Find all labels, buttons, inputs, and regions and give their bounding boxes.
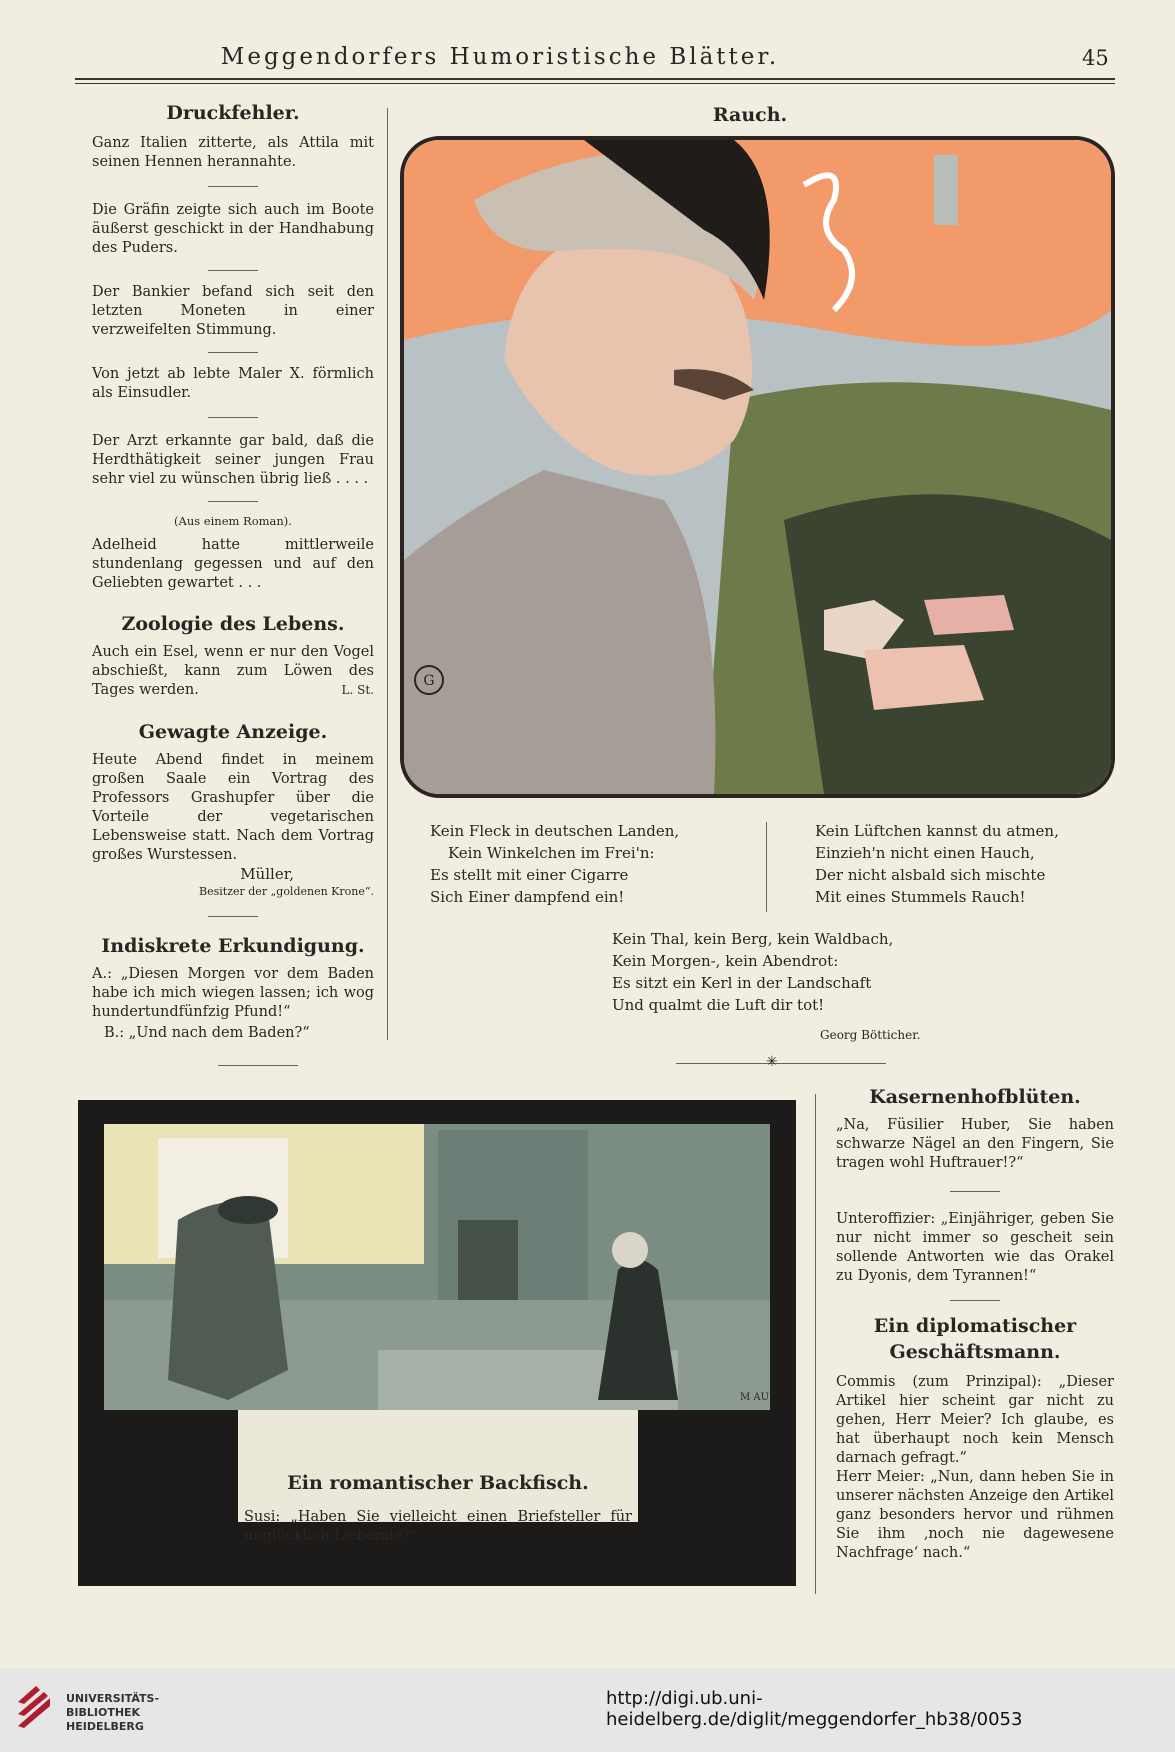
druckfehler-p1: Ganz Italien zitterte, als Attila mit seinen Hennen herannahte. xyxy=(92,135,374,170)
left-column xyxy=(92,100,374,1043)
separator xyxy=(208,916,258,917)
artist-signature: M AU xyxy=(740,1392,770,1403)
druckfehler-p5: Der Arzt erkannte gar bald, daß die Herdthätigkeit seiner jungen Frau sehr viel zu wünschen übrig ließ . . . . xyxy=(92,433,374,487)
anzeige-name: Müller, xyxy=(240,865,294,883)
poem-line: Und qualmt die Luft dir tot! xyxy=(612,996,825,1014)
zoologie-title: Zoologie des Lebens. xyxy=(121,613,345,635)
roman-source: (Aus einem Roman). xyxy=(174,514,292,528)
druckfehler-title: Druckfehler. xyxy=(166,102,300,124)
kasernen-p1: „Na, Füsilier Huber, Sie haben schwarze Nägel an den Fingern, Sie tragen wohl Huftrauer!?“ xyxy=(836,1117,1114,1171)
source-url-link[interactable]: http://digi.ub.uni-heidelberg.de/diglit/meggendorfer_hb38/0053 xyxy=(606,1688,1023,1730)
diplomat-p1: Commis (zum Prinzipal): „Dieser Artikel hier scheint gar nicht zu gehen, Herr Meier? Ich glaube, es hat überhaupt noch kein Mensch darnach gefragt.“ xyxy=(836,1374,1114,1466)
poem-line: Kein Lüftchen kannst du atmen, xyxy=(815,822,1059,840)
rauch-stanza-2 xyxy=(815,820,1115,908)
poem-line: Sich Einer dampfend ein! xyxy=(430,888,625,906)
backfisch-text: Susi: „Haben Sie vielleicht einen Briefsteller für unglücklich Liebende?“ xyxy=(244,1509,632,1544)
anzeige-text: Heute Abend findet in meinem großen Saale ein Vortrag des Professors Grashupfer über die Vorteile der vegetarischen Lebensweise statt. Nach dem Vortrag großes Wurstessen. xyxy=(92,752,374,863)
smoking-man-landscape xyxy=(404,140,1111,794)
zoologie-text: Auch ein Esel, wenn er nur den Vogel abschießt, kann zum Löwen des Tages werden. xyxy=(92,644,374,698)
diplomat-title-2: Geschäftsmann. xyxy=(889,1341,1061,1363)
separator xyxy=(676,1063,886,1064)
rauch-stanza-1 xyxy=(430,820,750,908)
indiskret-a: A.: „Diesen Morgen vor dem Baden habe ich mich wiegen lassen; ich wog hundertundfünfzig Pfund!“ xyxy=(92,966,374,1020)
separator xyxy=(950,1191,1000,1192)
indiskret-title: Indiskrete Erkundigung. xyxy=(101,935,365,957)
ornament-star: ✳ xyxy=(766,1054,778,1070)
poem-line: Kein Fleck in deutschen Landen, xyxy=(430,822,680,840)
poem-line: Kein Winkelchen im Frei'n: xyxy=(448,844,655,862)
rauch-title: Rauch. xyxy=(712,104,788,126)
separator xyxy=(208,501,258,502)
library-logo-icon xyxy=(14,1682,54,1738)
column-rule xyxy=(387,108,388,1040)
indiskret-b: B.: „Und nach dem Baden?“ xyxy=(104,1025,310,1041)
separator xyxy=(218,1065,298,1066)
artist-monogram: G xyxy=(423,673,435,689)
right-column xyxy=(836,1086,1114,1563)
header-rule xyxy=(75,78,1115,80)
poem-line: Es sitzt ein Kerl in der Landschaft xyxy=(612,974,872,992)
separator xyxy=(950,1300,1000,1301)
kasernen-title: Kasernenhofblüten. xyxy=(869,1086,1081,1108)
rauch-author: Georg Bötticher. xyxy=(820,1028,921,1042)
poem-line: Der nicht alsbald sich mischte xyxy=(815,866,1046,884)
running-title: Meggendorfers Humoristische Blätter. xyxy=(220,44,780,70)
poem-line: Mit eines Stummels Rauch! xyxy=(815,888,1026,906)
backfisch-title: Ein romantischer Backfisch. xyxy=(287,1472,589,1494)
kasernen-p2: Unteroffizier: „Einjähriger, geben Sie nur nicht immer so gescheit sein sollende Antworten wie das Orakel zu Dyonis, dem Tyrannen!“ xyxy=(836,1211,1114,1284)
library-line-1: UNIVERSITÄTS- xyxy=(66,1692,160,1705)
rauch-illustration xyxy=(400,136,1115,798)
diplomat-title-1: Ein diplomatischer xyxy=(873,1315,1077,1337)
druckfehler-p2: Die Gräfin zeigte sich auch im Boote äußerst geschickt in der Handhabung des Puders. xyxy=(92,202,374,256)
separator xyxy=(208,270,258,271)
separator xyxy=(208,352,258,353)
poem-line: Kein Morgen-, kein Abendrot: xyxy=(612,952,839,970)
diplomat-p2: Herr Meier: „Nun, dann heben Sie in unserer nächsten Anzeige den Artikel ganz besonders hervor und rühmen Sie ihm ‚noch nie dagewesene Nachfrage‘ nach.“ xyxy=(836,1469,1114,1561)
header-rule-thin xyxy=(75,83,1115,84)
library-name xyxy=(66,1692,159,1734)
column-rule xyxy=(766,822,767,912)
separator xyxy=(208,417,258,418)
poem-line: Einzieh'n nicht einen Hauch, xyxy=(815,844,1035,862)
footer-bar xyxy=(0,1668,1175,1752)
zoologie-author: L. St. xyxy=(341,683,374,697)
druckfehler-p4: Von jetzt ab lebte Maler X. förmlich als Einsudler. xyxy=(92,366,374,401)
column-rule xyxy=(815,1094,816,1594)
library-line-2: BIBLIOTHEK xyxy=(66,1706,141,1719)
library-line-3: HEIDELBERG xyxy=(66,1720,144,1733)
rauch-stanza-3 xyxy=(612,928,942,1016)
druckfehler-p3: Der Bankier befand sich seit den letzten Moneten in einer verzweifelten Stimmung. xyxy=(92,284,374,338)
druckfehler-p6: Adelheid hatte mittlerweile stundenlang gegessen und auf den Geliebten gewartet . . . xyxy=(92,537,374,591)
poem-line: Kein Thal, kein Berg, kein Waldbach, xyxy=(612,930,894,948)
anzeige-title: Gewagte Anzeige. xyxy=(138,721,328,743)
poem-line: Es stellt mit einer Cigarre xyxy=(430,866,629,884)
page-number: 45 xyxy=(1082,46,1109,70)
anzeige-subtitle: Besitzer der „goldenen Krone“. xyxy=(199,885,374,898)
separator xyxy=(208,186,258,187)
